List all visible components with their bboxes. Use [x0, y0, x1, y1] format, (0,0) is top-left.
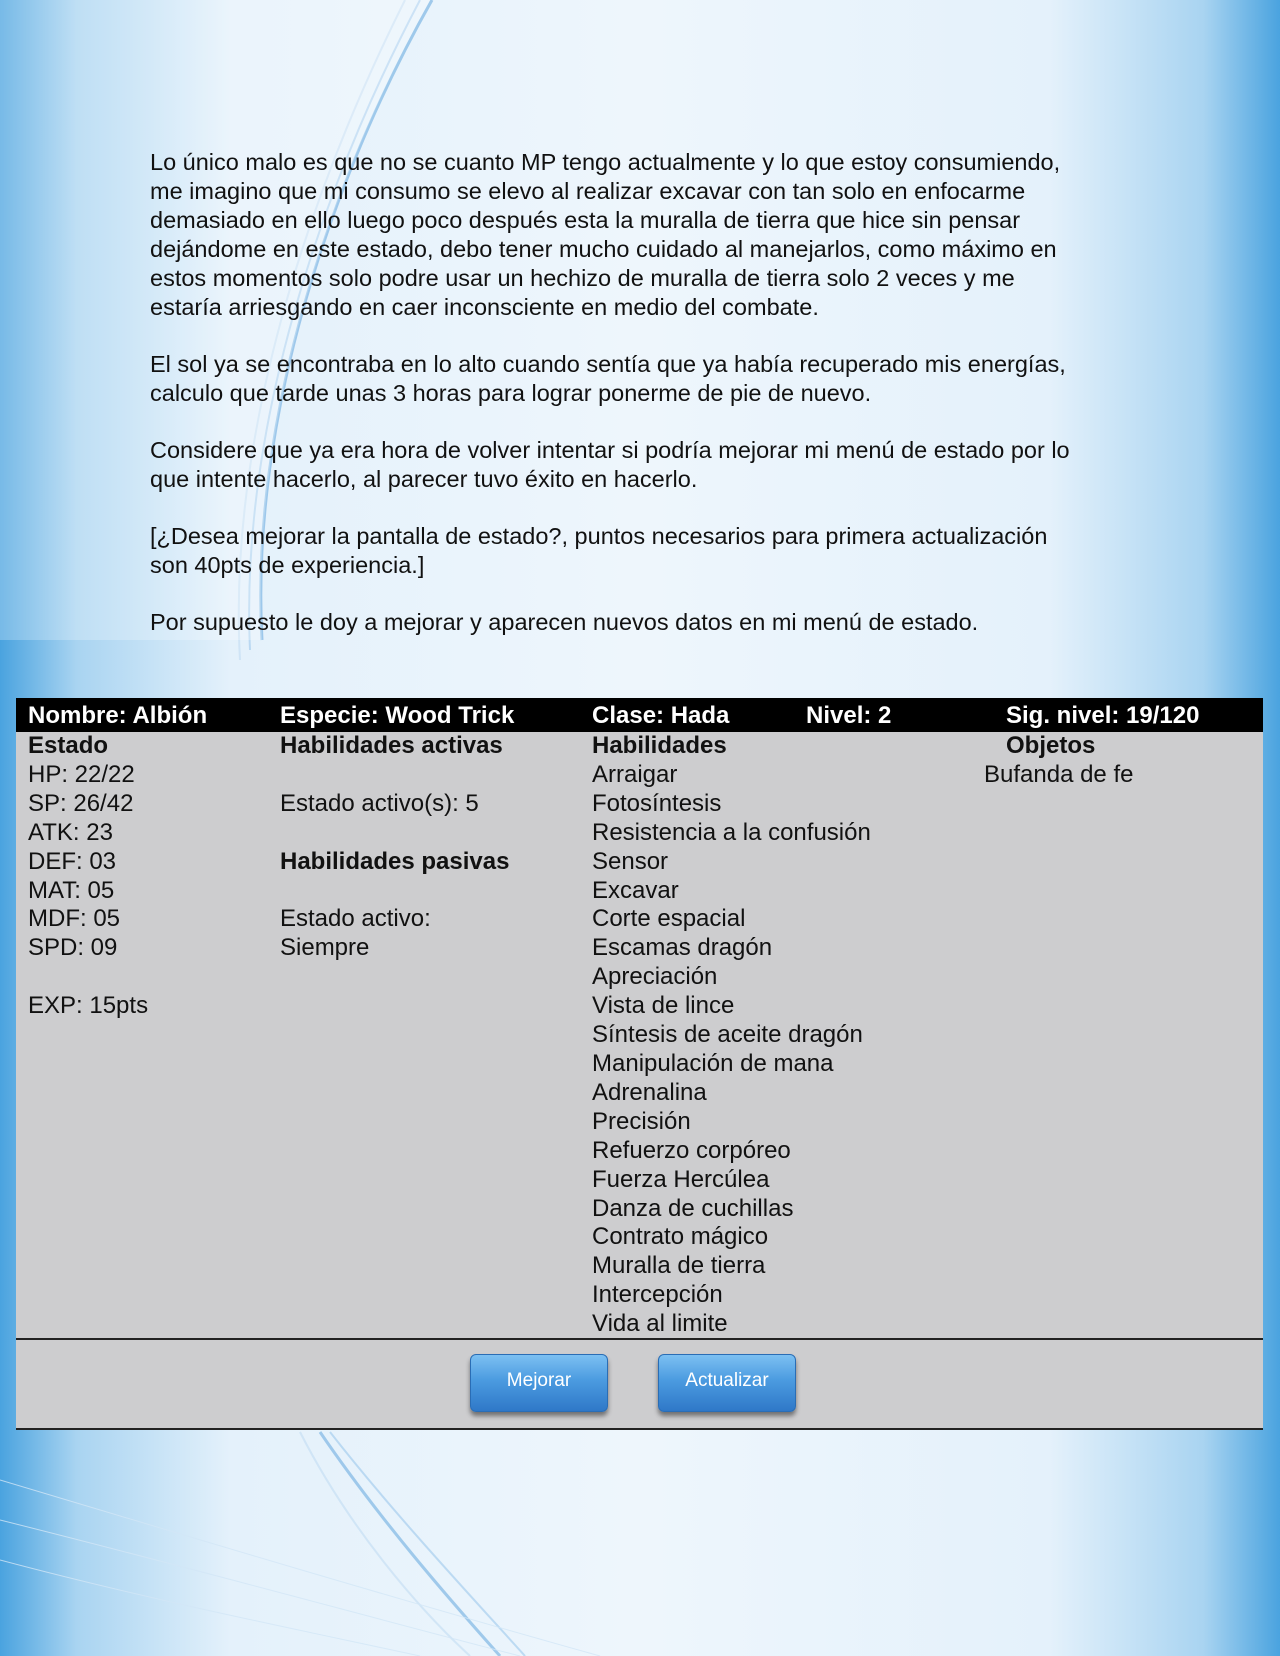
footer-divider: [16, 1338, 1263, 1340]
story-paragraph: Considere que ya era hora de volver intentar si podría mejorar mi menú de estado por lo que intente hacerlo, al parecer tuvo éxito en hacerlo.: [150, 437, 1070, 492]
character-species: Especie: Wood Trick: [280, 702, 515, 729]
pasivas-title: Habilidades pasivas: [280, 847, 510, 875]
skill-item: Muralla de tierra: [592, 1252, 766, 1280]
skill-item: Refuerzo corpóreo: [592, 1136, 791, 1164]
stat-hp: HP: 22/22: [28, 760, 135, 788]
skill-item: Fuerza Hercúlea: [592, 1165, 770, 1193]
stat-atk: ATK: 23: [28, 818, 113, 846]
pasivas-state-value: Siempre: [280, 934, 370, 962]
stat-mat: MAT: 05: [28, 876, 115, 904]
skill-item: Contrato mágico: [592, 1223, 769, 1251]
story-paragraph: Por supuesto le doy a mejorar y aparecen nuevos datos en mi menú de estado.: [150, 609, 979, 635]
objetos-title: Objetos: [1006, 732, 1096, 759]
object-item: Bufanda de fe: [984, 760, 1134, 788]
spacer: [280, 877, 509, 906]
skill-item: Síntesis de aceite dragón: [592, 1021, 863, 1049]
character-class: Clase: Hada: [592, 702, 730, 729]
story-paragraph: Lo único malo es que no se cuanto MP tengo actualmente y lo que estoy consumiendo, me imagino que mi consumo se elevo al realizar excavar con tan solo en enfocarme demasiado en ello luego poco después esta la muralla de tierra que hice sin pensar dejándome en este estado, debo tener mucho cuidado al manejarlos, como máximo en estos momentos solo podre usar un hechizo de muralla de tierra solo 2 veces y me estaría arriesgando en caer inconsciente en medio del combate.: [150, 149, 1061, 320]
activas-title: Habilidades activas: [280, 732, 503, 759]
stat-sp: SP: 26/42: [28, 789, 134, 817]
spacer: [280, 761, 509, 790]
skill-item: Sensor: [592, 847, 669, 875]
habilidades-activas-column: [280, 732, 509, 963]
skill-item: Precisión: [592, 1107, 691, 1135]
skill-item: Vista de lince: [592, 992, 735, 1020]
skill-item: Intercepción: [592, 1281, 723, 1309]
pasivas-state-label: Estado activo:: [280, 905, 431, 933]
habilidades-title: Habilidades: [592, 732, 727, 759]
status-header: [16, 698, 1263, 732]
improve-button[interactable]: Mejorar: [470, 1354, 608, 1412]
skill-item: Fotosíntesis: [592, 789, 722, 817]
skill-item: Excavar: [592, 876, 679, 904]
character-name: Nombre: Albión: [28, 702, 208, 729]
stat-exp: EXP: 15pts: [28, 992, 149, 1020]
estado-title: Estado: [28, 732, 109, 759]
character-level: Nivel: 2: [806, 702, 892, 729]
skill-item: Vida al limite: [592, 1310, 728, 1338]
activas-state: Estado activo(s): 5: [280, 789, 479, 817]
story-text: [150, 148, 1090, 665]
update-button[interactable]: Actualizar: [658, 1354, 796, 1412]
panel-bottom-border: [16, 1428, 1263, 1430]
skill-item: Danza de cuchillas: [592, 1194, 794, 1222]
habilidades-column: [592, 732, 871, 1339]
skill-item: Apreciación: [592, 963, 718, 991]
estado-column: [28, 732, 148, 1021]
status-panel: [16, 698, 1263, 1430]
objetos-column: [984, 732, 1133, 790]
next-level-progress: Sig. nivel: 19/120: [1006, 702, 1200, 729]
story-paragraph: El sol ya se encontraba en lo alto cuando sentía que ya había recuperado mis energías, calculo que tarde unas 3 horas para lograr ponerme de pie de nuevo.: [150, 351, 1066, 406]
spacer: [280, 819, 509, 848]
stat-spd: SPD: 09: [28, 934, 118, 962]
stat-mdf: MDF: 05: [28, 905, 121, 933]
skill-item: Adrenalina: [592, 1078, 707, 1106]
skill-item: Corte espacial: [592, 905, 746, 933]
spacer: [28, 963, 148, 992]
skill-item: Escamas dragón: [592, 934, 773, 962]
skill-item: Manipulación de mana: [592, 1049, 834, 1077]
story-paragraph: [¿Desea mejorar la pantalla de estado?, puntos necesarios para primera actualización son 40pts de experiencia.]: [150, 523, 1048, 578]
skill-item: Arraigar: [592, 760, 678, 788]
stat-def: DEF: 03: [28, 847, 117, 875]
skill-item: Resistencia a la confusión: [592, 818, 871, 846]
